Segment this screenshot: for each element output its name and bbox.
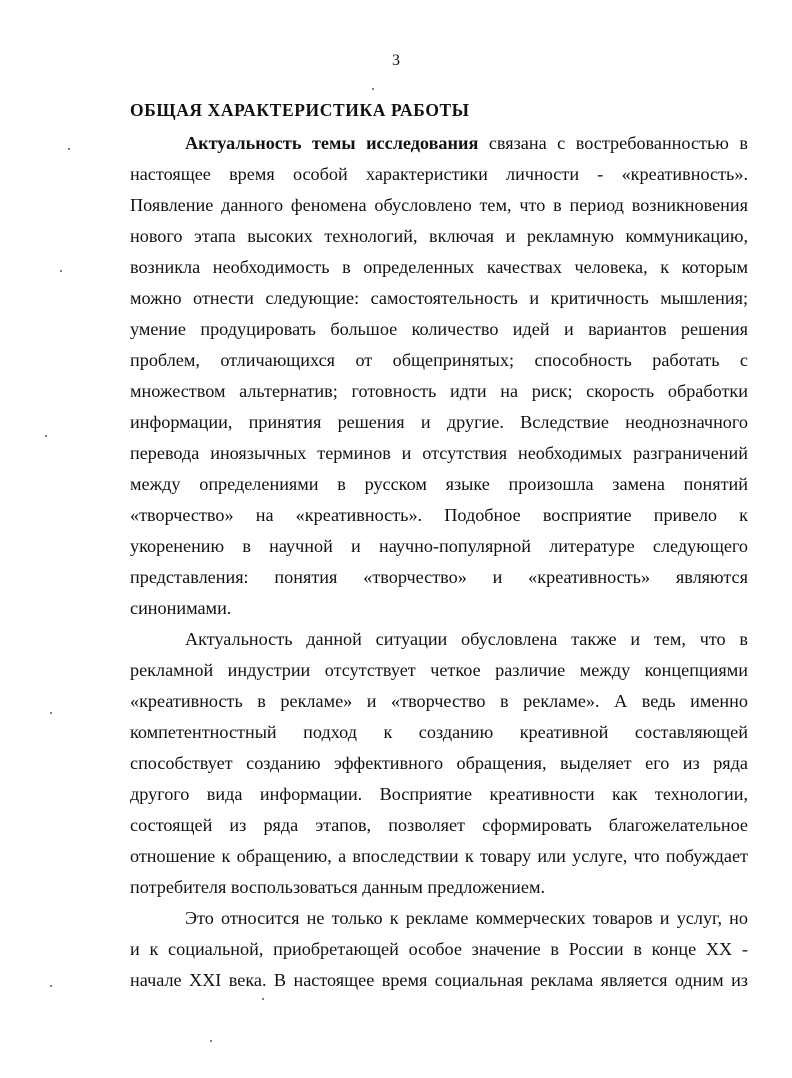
line-text: Появление данного феномена обусловлено тем, что в период возникновения (130, 195, 748, 215)
text-line (130, 531, 748, 562)
text-line (130, 872, 748, 903)
emphasized-term: Актуальность темы исследования (185, 133, 479, 153)
line-text: и к социальной, приобретающей особое значение в России в конце XX - (130, 939, 748, 959)
line-text: синонимами. (130, 598, 232, 618)
text-line (130, 345, 748, 376)
text-line (130, 810, 748, 841)
line-text: множеством альтернатив; готовность идти на риск; скорость обработки (130, 381, 748, 401)
text-line (130, 717, 748, 748)
line-text: потребителя воспользоваться данным предложением. (130, 877, 545, 897)
text-line (130, 500, 748, 531)
line-text: отношение к обращению, а впоследствии к товару или услуге, что побуждает (130, 846, 748, 866)
text-line (130, 593, 748, 624)
text-line (130, 779, 748, 810)
text-line (130, 438, 748, 469)
text-line (130, 283, 748, 314)
line-text: способствует созданию эффективного обращения, выделяет его из ряда (130, 753, 748, 773)
text-line (130, 159, 748, 190)
text-line (130, 469, 748, 500)
scan-artifact (68, 148, 70, 150)
line-text: можно отнести следующие: самостоятельность и критичность мышления; (130, 288, 748, 308)
line-text: начале XXI века. В настоящее время социальная реклама является одним из (130, 970, 748, 990)
scan-artifact (262, 998, 264, 1000)
text-line (130, 376, 748, 407)
text-line (130, 965, 748, 996)
scan-artifact (60, 270, 62, 272)
text-line (185, 903, 748, 934)
line-text: проблем, отличающихся от общепринятых; способность работать с (130, 350, 748, 370)
scan-artifact (372, 88, 374, 90)
text-line (130, 934, 748, 965)
line-text: «творчество» на «креативность». Подобное восприятие привело к (130, 505, 748, 525)
text-line (130, 314, 748, 345)
line-text: настоящее время особой характеристики личности - «креативность». (130, 164, 748, 184)
line-text: умение продуцировать большое количество идей и вариантов решения (130, 319, 748, 339)
line-text: представления: понятия «творчество» и «креативность» являются (130, 567, 748, 587)
text-line (185, 624, 748, 655)
line-text: «креативность в рекламе» и «творчество в рекламе». А ведь именно (130, 691, 748, 711)
text-line (130, 407, 748, 438)
scan-artifact (50, 985, 52, 987)
text-line (130, 655, 748, 686)
line-text: компетентностный подход к созданию креативной составляющей (130, 722, 748, 742)
text-line (130, 252, 748, 283)
line-text: возникла необходимость в определенных качествах человека, к которым (130, 257, 748, 277)
line-text: нового этапа высоких технологий, включая и рекламную коммуникацию, (130, 226, 748, 246)
scan-artifact (45, 435, 47, 437)
text-line (130, 748, 748, 779)
text-line (185, 128, 748, 159)
scan-artifact (50, 712, 52, 714)
line-text: Актуальность данной ситуации обусловлена также и тем, что в (185, 629, 748, 649)
line-text: информации, принятия решения и другие. Вследствие неоднозначного (130, 412, 748, 432)
text-line (130, 841, 748, 872)
text-line (130, 221, 748, 252)
line-text: рекламной индустрии отсутствует четкое различие между концепциями (130, 660, 748, 680)
line-text: связана с востребованностью в (478, 133, 748, 153)
line-text: перевода иноязычных терминов и отсутствия необходимых разграничений (130, 443, 748, 463)
text-line (130, 190, 748, 221)
page-number: 3 (392, 52, 400, 69)
scan-artifact (210, 1040, 212, 1042)
line-text: между определениями в русском языке произошла замена понятий (130, 474, 748, 494)
line-text: Это относится не только к рекламе коммерческих товаров и услуг, но (185, 908, 748, 928)
line-text: состоящей из ряда этапов, позволяет сформировать благожелательное (130, 815, 748, 835)
line-text: укоренению в научной и научно-популярной литературе следующего (130, 536, 748, 556)
text-line (130, 562, 748, 593)
text-line (130, 686, 748, 717)
section-heading: ОБЩАЯ ХАРАКТЕРИСТИКА РАБОТЫ (130, 100, 470, 120)
line-text: другого вида информации. Восприятие креативности как технологии, (130, 784, 748, 804)
